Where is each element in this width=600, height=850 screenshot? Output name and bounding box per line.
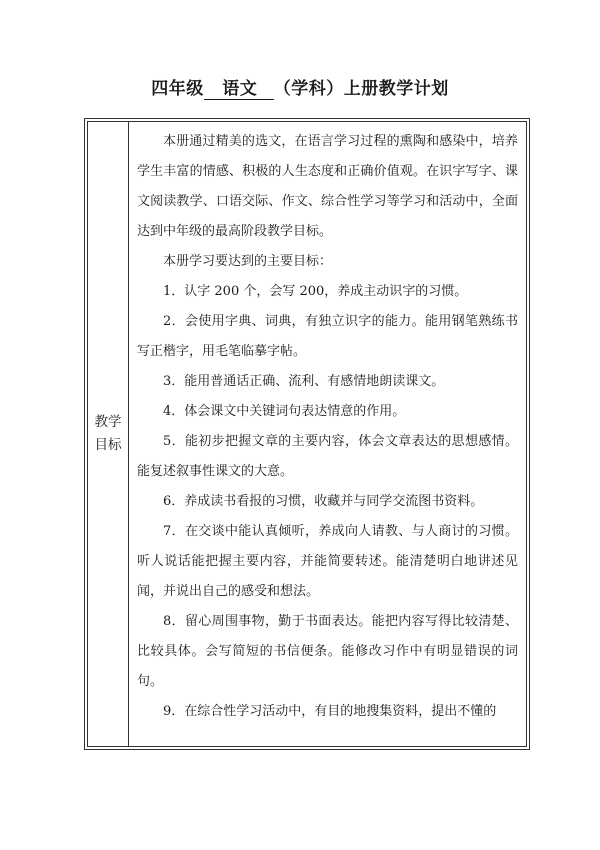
table-inner-frame <box>87 121 527 747</box>
goal-item-6: 6．养成读书看报的习惯，收藏并与同学交流图书资料。 <box>163 494 484 509</box>
paragraph-intro: 本册通过精美的选文，在语言学习过程的熏陶和感染中，培养学生丰富的情感、积极的人生态度和正确价值观。在识字写字、课文阅读教学、口语交际、作文、综合性学习等学习和活动中，全面达到中年级的最高阶段教学目标。 <box>137 134 518 239</box>
paragraph-goals-heading: 本册学习要达到的主要目标： <box>163 254 333 269</box>
teaching-plan-table <box>84 118 530 750</box>
row-label-teaching-goals: 教学目标 <box>94 414 122 453</box>
goal-item-4: 4．体会课文中关键词句表达情意的作用。 <box>163 404 406 419</box>
title-subject-blank: 语文 <box>204 80 274 100</box>
content-cell <box>129 122 526 746</box>
goal-item-7: 7．在交谈中能认真倾听，养成向人请教、与人商讨的习惯。听人说话能把握主要内容，并能简要转述。能清楚明白地讲述见闻，并说出自己的感受和想法。 <box>137 524 518 599</box>
goal-item-1: 1．认字 200 个，会写 200，养成主动识字的习惯。 <box>163 284 468 299</box>
goal-item-9: 9．在综合性学习活动中，有目的地搜集资料，提出不懂的 <box>163 704 497 719</box>
label-cell <box>88 122 129 746</box>
title-suffix: （学科）上册教学计划 <box>273 79 449 99</box>
page-title <box>0 74 600 100</box>
goal-item-8: 8．留心周围事物，勤于书面表达。能把内容写得比较清楚、比较具体。会写简短的书信便条。能修改习作中有明显错误的词句。 <box>137 614 518 689</box>
title-grade: 四年级 <box>151 79 204 99</box>
goal-item-5: 5．能初步把握文章的主要内容，体会文章表达的思想感情。能复述叙事性课文的大意。 <box>137 434 518 479</box>
goal-item-2: 2．会使用字典、词典，有独立识字的能力。能用钢笔熟练书写正楷字，用毛笔临摹字帖。 <box>137 314 518 359</box>
goal-item-3: 3．能用普通话正确、流利、有感情地朗读课文。 <box>163 374 445 389</box>
